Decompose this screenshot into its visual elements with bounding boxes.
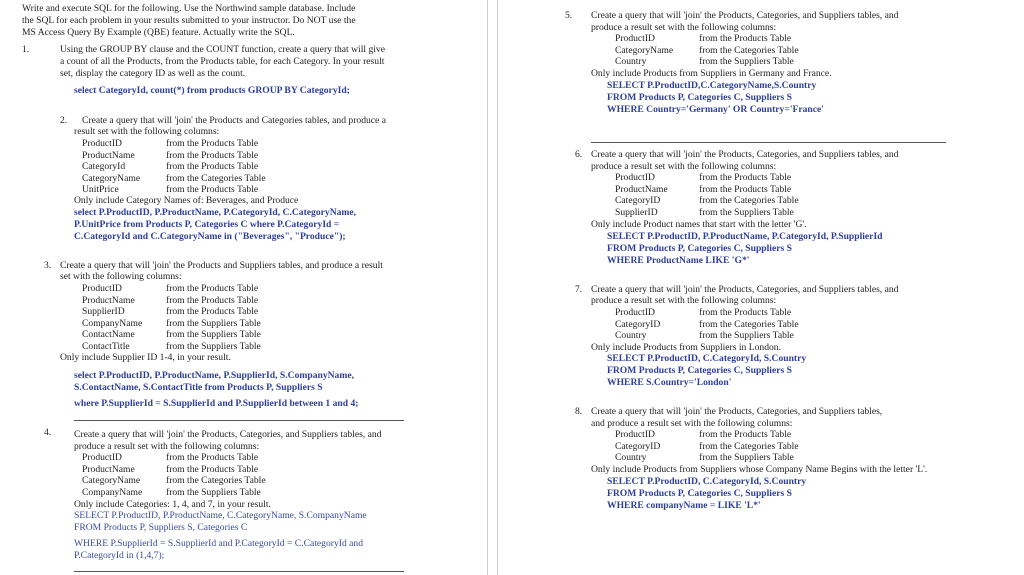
- column-source: from the Suppliers Table: [699, 207, 794, 218]
- question-text: produce a result set with the following columns:: [74, 441, 260, 452]
- column-name: CategoryId: [82, 161, 126, 172]
- question-number: 5.: [565, 10, 573, 21]
- sql-answer: WHERE Country='Germany' OR Country='France': [607, 104, 824, 115]
- column-source: from the Products Table: [166, 161, 259, 172]
- sql-answer: SELECT P.ProductID, P.ProductName, P.CategoryId, P.SupplierId: [607, 231, 883, 242]
- divider-rule: [591, 142, 946, 143]
- column-name: Country: [615, 452, 647, 463]
- question-text: Create a query that will 'join' the Products, Categories, and Suppliers tables,: [591, 406, 883, 417]
- sql-answer: WHERE ProductName LIKE 'G*': [607, 255, 750, 266]
- column-name: CategoryID: [615, 195, 661, 206]
- column-source: from the Suppliers Table: [166, 318, 261, 329]
- column-name: CompanyName: [82, 487, 143, 498]
- question-number: 3.: [44, 260, 52, 271]
- column-name: CompanyName: [82, 318, 143, 329]
- sql-answer: FROM Products P, Categories C, Suppliers S: [607, 243, 792, 254]
- question-condition: Only include Product names that start with the letter 'G'.: [591, 219, 807, 230]
- sql-answer: FROM Products P, Suppliers S, Categories C: [74, 522, 248, 533]
- column-name: CategoryID: [615, 319, 661, 330]
- question-number: 4.: [44, 427, 52, 438]
- question-condition: Only include Products from Suppliers in Germany and France.: [591, 68, 832, 79]
- column-name: SupplierID: [615, 207, 658, 218]
- column-source: from the Products Table: [166, 464, 259, 475]
- column-source: from the Products Table: [166, 138, 259, 149]
- question-text: Create a query that will 'join' the Products and Categories tables, and produce a: [82, 115, 386, 126]
- column-source: from the Suppliers Table: [699, 330, 794, 341]
- sql-answer: WHERE S.Country='London': [607, 377, 732, 388]
- column-name: ProductID: [82, 452, 122, 463]
- column-name: ProductID: [615, 172, 655, 183]
- page-divider: [497, 0, 498, 575]
- column-name: ProductID: [615, 429, 655, 440]
- right-page: [565, 0, 1000, 575]
- sql-answer: [74, 370, 354, 382]
- column-name: SupplierID: [82, 306, 125, 317]
- column-name: ProductID: [82, 283, 122, 294]
- left-page: [22, 0, 462, 575]
- column-source: from the Suppliers Table: [166, 487, 261, 498]
- column-source: from the Products Table: [699, 172, 792, 183]
- question-text: Using the GROUP BY clause and the COUNT function, create a query that will give: [60, 44, 385, 55]
- question-condition: Only include Supplier ID 1-4, in your result.: [60, 352, 231, 363]
- sql-answer: where P.SupplierId = S.SupplierId and P.SupplierId between 1 and 4;: [74, 398, 359, 409]
- column-name: ProductID: [82, 138, 122, 149]
- question-text: produce a result set with the following columns:: [591, 22, 777, 33]
- intro-line: Write and execute SQL for the following. Use the Northwind sample database. Include: [22, 3, 356, 14]
- column-source: from the Categories Table: [699, 441, 799, 452]
- question-text: set, display the category ID as well as the count.: [60, 68, 246, 79]
- column-source: from the Products Table: [166, 452, 259, 463]
- sql-answer: WHERE P.SupplierId = S.SupplierId and P.CategoryId = C.CategoryId and: [74, 538, 364, 549]
- column-source: from the Categories Table: [699, 195, 799, 206]
- column-source: from the Categories Table: [699, 45, 799, 56]
- question-text: Create a query that will 'join' the Products, Categories, and Suppliers tables, and: [74, 429, 382, 440]
- sql-answer: SELECT P.ProductID, C.CategoryId, S.Country: [607, 353, 807, 364]
- question-number: 2.: [60, 115, 68, 126]
- column-name: CategoryName: [615, 45, 674, 56]
- column-name: Country: [615, 330, 647, 341]
- sql-answer: P.CategoryId in (1,4,7);: [74, 550, 165, 561]
- sql-answer: P.UnitPrice from Products P, Categories C where P.CategoryId =: [74, 219, 340, 230]
- column-name: ProductName: [82, 150, 135, 161]
- question-number: 1.: [22, 44, 30, 55]
- sql-answer: FROM Products P, Categories C, Suppliers S: [607, 488, 792, 499]
- column-source: from the Suppliers Table: [699, 452, 794, 463]
- column-source: from the Suppliers Table: [166, 341, 261, 352]
- page-divider: [487, 0, 488, 575]
- question-condition: Only include Products from Suppliers in London.: [591, 342, 781, 353]
- column-source: from the Categories Table: [166, 173, 266, 184]
- column-name: UnitPrice: [82, 184, 119, 195]
- column-name: CategoryName: [82, 173, 141, 184]
- column-name: ProductName: [82, 295, 135, 306]
- intro-line: MS Access Query By Example (QBE) feature. Actually write the SQL.: [22, 27, 295, 38]
- column-source: from the Suppliers Table: [699, 56, 794, 67]
- column-source: from the Products Table: [699, 307, 792, 318]
- question-text: set with the following columns:: [60, 271, 182, 282]
- question-text: Create a query that will 'join' the Products and Suppliers tables, and produce a result: [60, 260, 383, 271]
- column-source: from the Products Table: [166, 150, 259, 161]
- column-name: CategoryID: [615, 441, 661, 452]
- question-text: produce a result set with the following columns:: [591, 161, 777, 172]
- column-source: from the Products Table: [166, 283, 259, 294]
- sql-answer: SELECT P.ProductID, P.ProductName, C.CategoryName, S.CompanyName: [74, 510, 367, 521]
- sql-answer-part: select P.ProductID, P.ProductName, P.SupplierId, S.CompanyName,: [74, 370, 355, 381]
- sql-answer: select P.ProductID, P.ProductName, P.CategoryId, C.CategoryName,: [74, 207, 357, 218]
- column-source: from the Products Table: [699, 429, 792, 440]
- column-name: ContactTitle: [82, 341, 130, 352]
- column-source: from the Categories Table: [699, 319, 799, 330]
- column-source: from the Suppliers Table: [166, 329, 261, 340]
- question-number: 7.: [575, 284, 583, 295]
- sql-answer: C.CategoryId and C.CategoryName in ("Beverages", "Produce");: [74, 231, 346, 242]
- sql-answer: [74, 382, 323, 394]
- question-text: Create a query that will 'join' the Products, Categories, and Suppliers tables, and: [591, 10, 899, 21]
- column-name: ProductName: [82, 464, 135, 475]
- column-source: from the Products Table: [166, 295, 259, 306]
- question-condition: Only include Categories: 1, 4, and 7, in your result.: [74, 499, 271, 510]
- question-text: Create a query that will 'join' the Products, Categories, and Suppliers tables, and: [591, 149, 899, 160]
- sql-answer: SELECT P.ProductID,C.CategoryName,S.Country: [607, 80, 817, 91]
- column-name: ProductName: [615, 184, 668, 195]
- question-number: 6.: [575, 149, 583, 160]
- column-source: from the Products Table: [699, 33, 792, 44]
- intro-line: the SQL for each problem in your results submitted to your instructor. Do NOT use the: [22, 15, 356, 26]
- question-text: Create a query that will 'join' the Products, Categories, and Suppliers tables, and: [591, 284, 899, 295]
- question-text: and produce a result set with the following columns:: [591, 418, 793, 429]
- question-condition: Only include Category Names of: Beverages, and Produce: [74, 195, 299, 206]
- question-text: a count of all the Products, from the Products table, for each Category. In your result: [60, 56, 385, 67]
- sql-answer: select CategoryId, count(*) from products GROUP BY CategoryId;: [74, 85, 350, 96]
- column-name: Country: [615, 56, 647, 67]
- column-source: from the Products Table: [166, 306, 259, 317]
- column-name: CategoryName: [82, 475, 141, 486]
- column-source: from the Categories Table: [166, 475, 266, 486]
- sql-answer: FROM Products P, Categories C, Suppliers S: [607, 365, 792, 376]
- question-condition: Only include Products from Suppliers whose Company Name Begins with the letter 'L'.: [591, 464, 928, 475]
- sql-answer-part: S.ContactName, S.ContactTitle from Products P, Suppliers S: [74, 382, 323, 393]
- sql-answer: WHERE companyName = LIKE 'L*': [607, 500, 761, 511]
- column-source: from the Products Table: [166, 184, 259, 195]
- divider-rule: [74, 571, 404, 572]
- column-name: ProductID: [615, 307, 655, 318]
- sql-answer: FROM Products P, Categories C, Suppliers S: [607, 92, 792, 103]
- column-name: ProductID: [615, 33, 655, 44]
- sql-answer: SELECT P.ProductID, C.CategoryId, S.Country: [607, 476, 807, 487]
- divider-rule: [74, 420, 404, 421]
- column-source: from the Products Table: [699, 184, 792, 195]
- question-text: produce a result set with the following columns:: [591, 295, 777, 306]
- column-name: ContactName: [82, 329, 135, 340]
- question-text: result set with the following columns:: [74, 126, 220, 137]
- question-number: 8.: [575, 406, 583, 417]
